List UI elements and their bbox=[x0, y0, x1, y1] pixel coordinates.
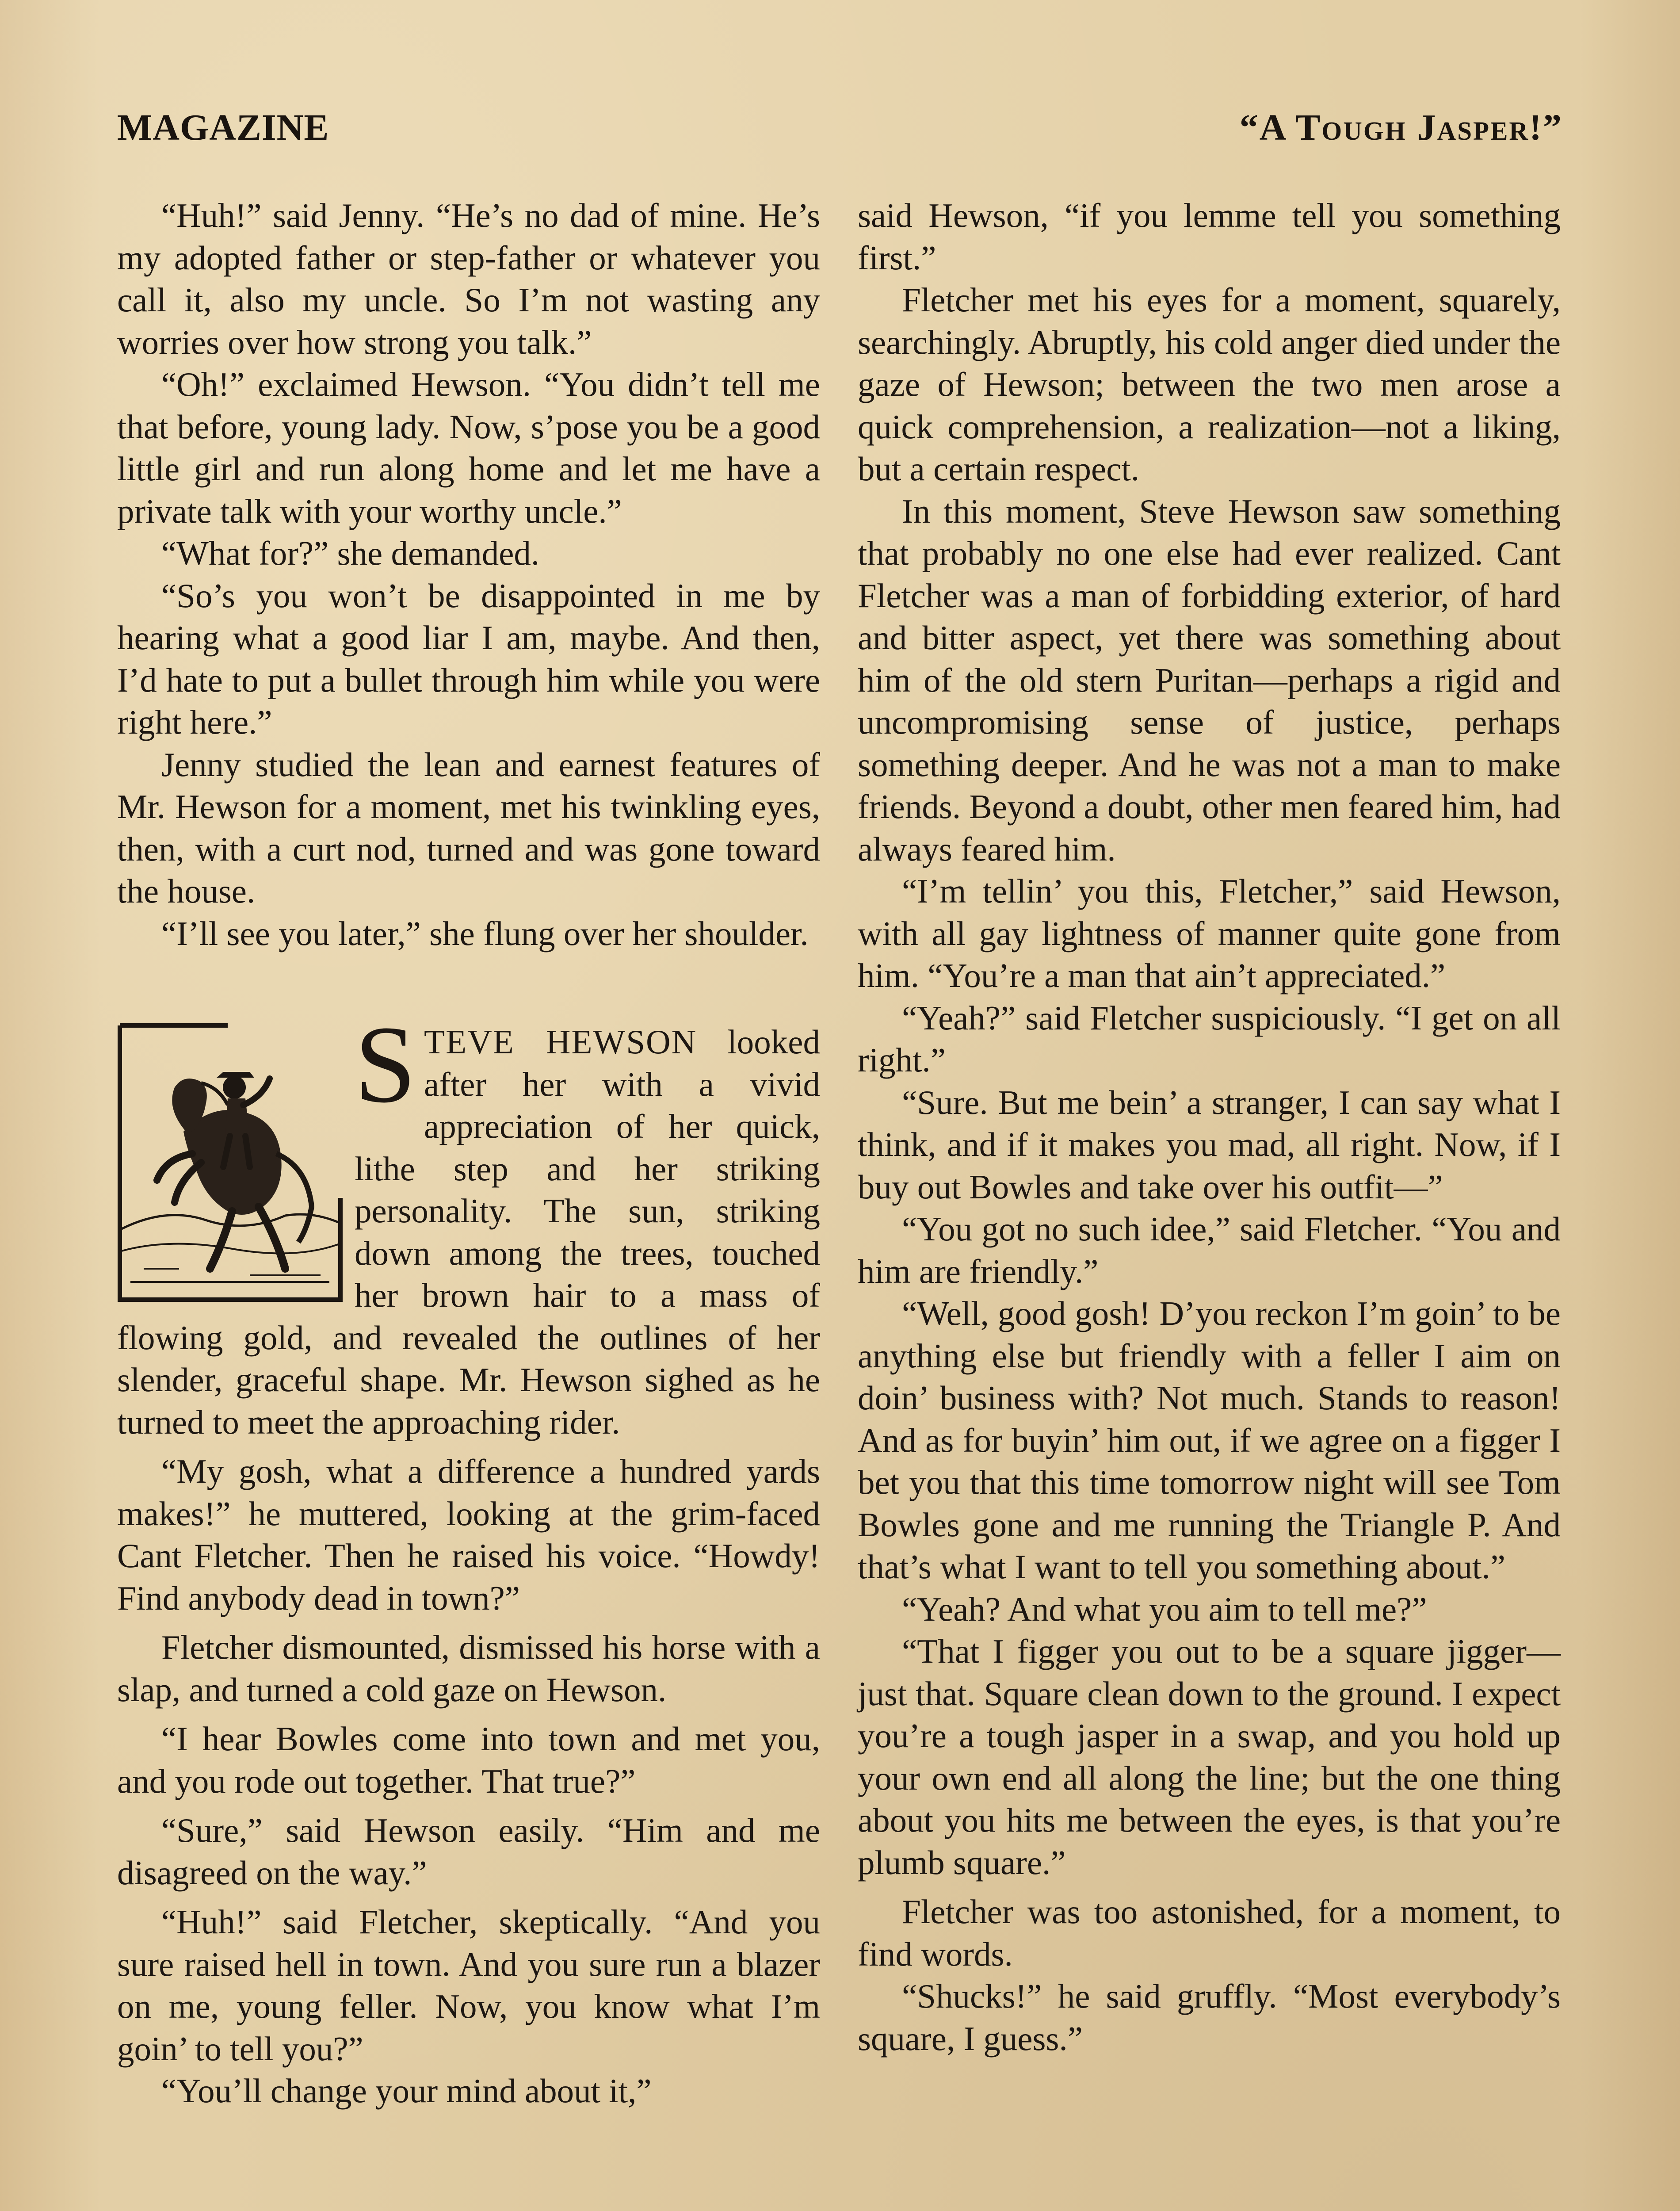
section-break bbox=[117, 955, 820, 1021]
paragraph: “I hear Bowles come into town and met you, and you rode out together. That true?” bbox=[117, 1720, 820, 1800]
paragraph-text: looked after her with a vivid appreciation of her quick, lithe step and her striking personality. The sun, striking down among the trees, touched her brown hair to a mass of flowing gold, and revealed the outlines of her slender, graceful shape. Mr. Hewson sighed as he turned to meet the approaching rider. bbox=[117, 1023, 820, 1441]
paragraph: “What for?” she demanded. bbox=[161, 534, 540, 572]
paragraph: “I’m tellin’ you this, Fletcher,” said Hewson, with all gay lightness of manner quite gone from him. “You’re a man that ain’t appreciated.” bbox=[858, 872, 1561, 995]
text-column-left bbox=[117, 195, 820, 2211]
paragraph: “I’ll see you later,” she flung over her shoulder. bbox=[161, 914, 809, 952]
paragraph: Fletcher met his eyes for a moment, squarely, searchingly. Abruptly, his cold anger died under the gaze of Hewson; between the two men arose a quick comprehension, a realization—not a liking, but a certain respect. bbox=[858, 281, 1561, 488]
cowboy-on-rearing-horse-icon bbox=[117, 1021, 345, 1304]
header-story-title: “A Tough Jasper!” bbox=[1239, 107, 1563, 148]
paragraph: “Huh!” said Fletcher, skeptically. “And you sure raised hell in town. And you sure run a blazer on me, young feller. Now, you know what I’m goin’ to tell you?” bbox=[117, 1903, 820, 2068]
paragraph: In this moment, Steve Hewson saw something that probably no one else had ever realized. Cant Fletcher was a man of forbidding exterior, of hard and bitter aspect, yet there was something about him of the old stern Puritan—perhaps a rigid and uncompromising sense of justice, perhaps something deeper. And he was not a man to make friends. Beyond a doubt, other men feared him, had always feared him. bbox=[858, 492, 1561, 868]
paragraph: Fletcher was too astonished, for a moment, to find words. bbox=[858, 1893, 1561, 1973]
paragraph: Fletcher dismounted, dismissed his horse with a slap, and turned a cold gaze on Hewson. bbox=[117, 1628, 820, 1709]
paragraph: “Yeah?” said Fletcher suspiciously. “I get on all right.” bbox=[858, 998, 1561, 1079]
text-column-right bbox=[858, 195, 1561, 2211]
paragraph: “You got no such idee,” said Fletcher. “You and him are friendly.” bbox=[858, 1210, 1561, 1290]
paragraph: said Hewson, “if you lemme tell you something first.” bbox=[858, 196, 1561, 277]
paragraph: “That I figger you out to be a square jigger—just that. Square clean down to the ground. I expect you’re a tough jasper in a swap, and you hold up your own end all along the line; but the one thing about you hits me between the eyes, is that you’re plumb square.” bbox=[858, 1632, 1561, 1882]
illustration bbox=[117, 1021, 345, 1304]
paragraph: “Sure. But me bein’ a stranger, I can say what I think, and if it makes you mad, all right. Now, if I buy out Bowles and take over his outfit—” bbox=[858, 1083, 1561, 1206]
header-magazine: MAGAZINE bbox=[117, 107, 329, 148]
paragraph: “Sure,” said Hewson easily. “Him and me disagreed on the way.” bbox=[117, 1811, 820, 1892]
paragraph: “Oh!” exclaimed Hewson. “You didn’t tell me that before, young lady. Now, s’pose you be a good little girl and run along home and let me have a private talk with your worthy uncle.” bbox=[117, 365, 820, 530]
running-header bbox=[117, 106, 1563, 155]
paragraph: “My gosh, what a difference a hundred yards makes!” he muttered, looking at the grim-faced Cant Fletcher. Then he raised his voice. “Howdy! Find anybody dead in town?” bbox=[117, 1452, 820, 1617]
paragraph: “You’ll change your mind about it,” bbox=[161, 2072, 652, 2110]
paragraph: “Yeah? And what you aim to tell me?” bbox=[902, 1590, 1427, 1628]
paragraph: Jenny studied the lean and earnest features of Mr. Hewson for a moment, met his twinkling eyes, then, with a curt nod, turned and was gone toward the house. bbox=[117, 745, 820, 910]
paragraph: “So’s you won’t be disappointed in me by hearing what a good liar I am, maybe. And then, I’d hate to put a bullet through him while you were right here.” bbox=[117, 576, 820, 741]
drop-cap: S bbox=[355, 1003, 416, 1126]
small-caps-lead: TEVE HEWSON bbox=[424, 1023, 697, 1061]
paragraph: “Shucks!” he said gruffly. “Most everybody’s square, I guess.” bbox=[858, 1977, 1561, 2058]
paragraph: “Well, good gosh! D’you reckon I’m goin’ to be anything else but friendly with a feller I aim on doin’ business with? Not much. Stands to reason! And as for buyin’ him out, if we agree on a figger I bet you that this time tomorrow night will see Tom Bowles gone and me running the Triangle P. And that’s what I want to tell you something about.” bbox=[858, 1294, 1561, 1586]
paragraph: “Huh!” said Jenny. “He’s no dad of mine. He’s my adopted father or step-father or whatever you call it, also my uncle. So I’m not wasting any worries over how strong you talk.” bbox=[117, 196, 820, 361]
